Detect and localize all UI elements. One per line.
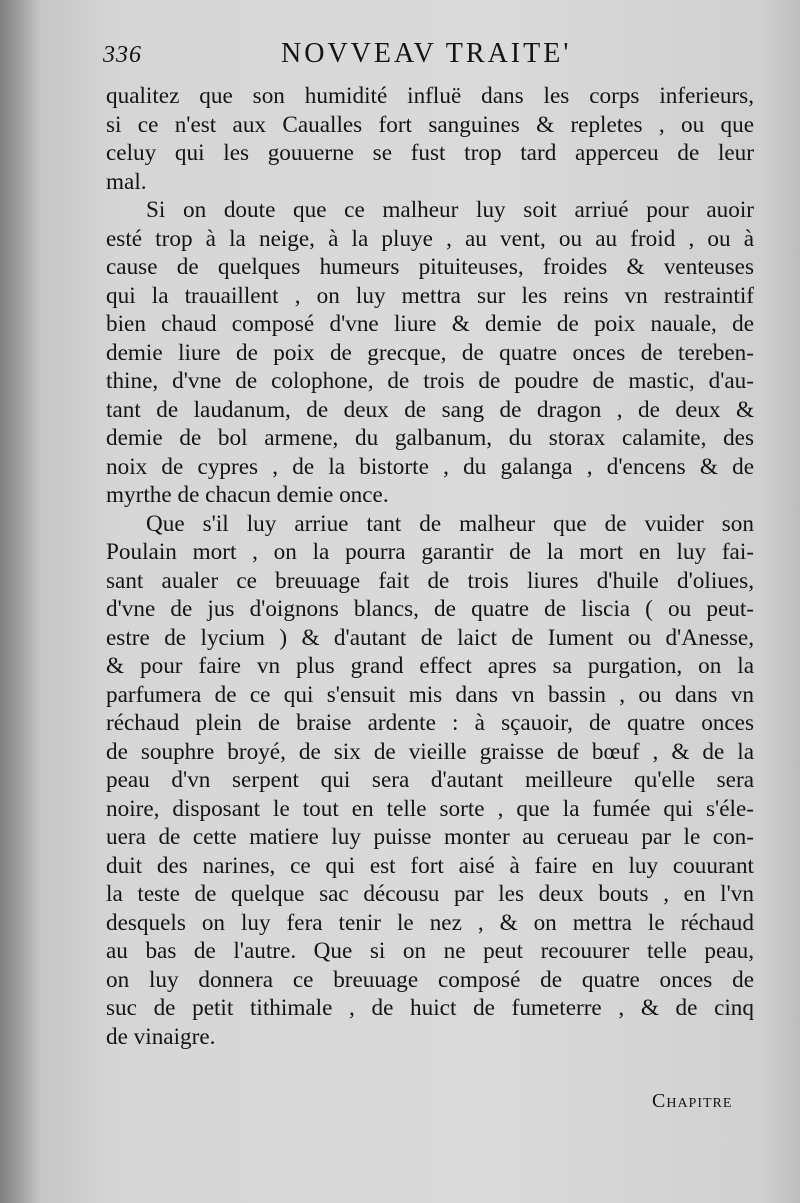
text-line: si ce n'est aux Caualles fort sanguines & repletes , ou que: [106, 111, 754, 138]
text-line: de vinaigre.: [106, 1023, 216, 1050]
gutter-shadow: [0, 0, 40, 1203]
text-line: Poulain mort , on la pourra garantir de la mort en luy fai-: [106, 539, 754, 565]
text-line: qualitez que son humidité influë dans les corps inferieurs,: [106, 83, 754, 109]
text-line: on luy donnera ce breuuage composé de quatre onces de: [106, 966, 754, 993]
text-line: desquels on luy fera tenir le nez , & on mettra le réchaud: [106, 909, 754, 936]
text-line: réchaud plein de braise ardente : à sçauoir, de quatre onces: [106, 710, 754, 736]
text-line: demie de bol armene, du galbanum, du storax calamite, des: [106, 425, 754, 451]
text-line: uera de cette matiere luy puisse monter au cerueau par le con-: [106, 824, 754, 850]
paragraph-start-line: Si on doute que ce malheur luy soit arriué pour auoir: [146, 197, 754, 223]
running-title: NOVVEAV TRAITE': [281, 38, 572, 69]
text-line: noire, disposant le tout en telle sorte , que la fumée qui s'éle-: [106, 795, 754, 822]
text-line: d'vne de jus d'oignons blancs, de quatre de liscia ( ou peut-: [106, 596, 754, 622]
text-line: peau d'vn serpent qui sera d'autant meilleure qu'elle sera: [106, 767, 754, 793]
text-line: parfumera de ce qui s'ensuit mis dans vn bassin , ou dans vn: [106, 681, 754, 708]
text-line: qui la trauaillent , on luy mettra sur les reins vn restraintif: [106, 282, 754, 309]
page-number: 336: [103, 42, 142, 68]
text-line: esté trop à la neige, à la pluye , au vent, ou au froid , ou à: [106, 225, 754, 252]
text-line: celuy qui les gouuerne se fust trop tard apperceu de leur: [106, 140, 754, 166]
paragraph-start-line: Que s'il luy arriue tant de malheur que de vuider son: [146, 510, 754, 537]
body-text: [106, 82, 754, 1051]
text-line: cause de quelques humeurs pituiteuses, froides & venteuses: [106, 254, 754, 280]
catchword: Chapitre: [652, 1090, 733, 1112]
text-line: noix de cypres , de la bistorte , du galanga , d'encens & de: [106, 453, 754, 480]
text-line: demie liure de poix de grecque, de quatre onces de tereben-: [106, 339, 754, 366]
text-line: suc de petit tithimale , de huict de fumeterre , & de cinq: [106, 995, 754, 1021]
text-line: de souphre broyé, de six de vieille graisse de bœuf , & de la: [106, 738, 754, 765]
page-header: [103, 38, 783, 78]
text-line: duit des narines, ce qui est fort aisé à faire en luy couurant: [106, 852, 754, 879]
text-line: la teste de quelque sac décousu par les deux bouts , en l'vn: [106, 881, 754, 907]
text-line: tant de laudanum, de deux de sang de dragon , de deux &: [106, 396, 754, 423]
text-line: sant aualer ce breuuage fait de trois liures d'huile d'oliues,: [106, 567, 754, 594]
text-line: thine, d'vne de colophone, de trois de poudre de mastic, d'au-: [106, 368, 754, 394]
text-line: myrthe de chacun demie once.: [106, 482, 389, 508]
text-line: estre de lycium ) & d'autant de laict de Iument ou d'Anesse,: [106, 624, 754, 651]
text-line: au bas de l'autre. Que si on ne peut recouurer telle peau,: [106, 938, 754, 964]
text-line: bien chaud composé d'vne liure & demie de poix nauale, de: [106, 311, 754, 337]
text-line: mal.: [106, 168, 147, 195]
text-line: & pour faire vn plus grand effect apres sa purgation, on la: [106, 653, 754, 679]
